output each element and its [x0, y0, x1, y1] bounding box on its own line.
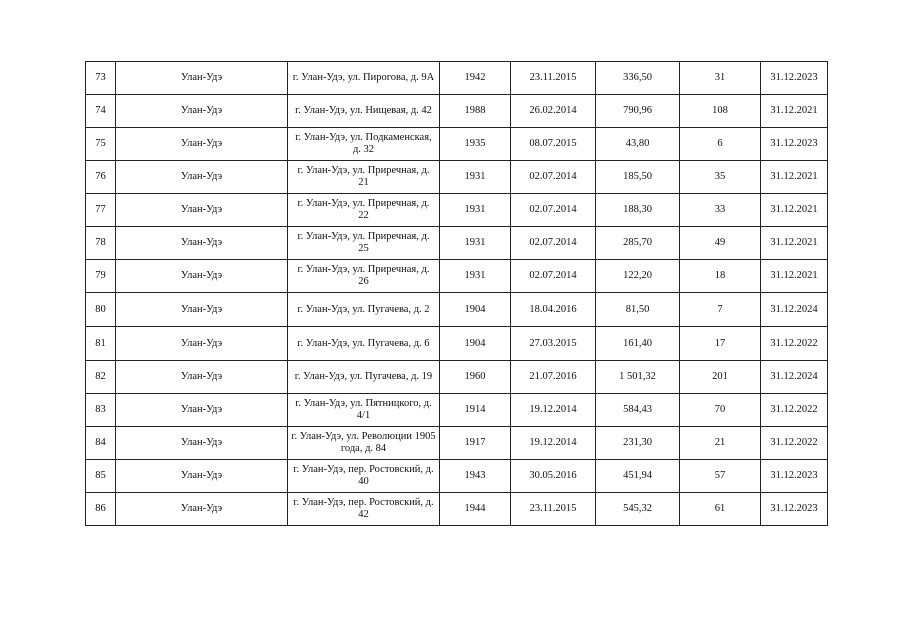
residents-count-cell: 33 — [680, 194, 761, 227]
address-cell: г. Улан-Удэ, ул. Пирогова, д. 9А — [288, 62, 440, 95]
address-cell: г. Улан-Удэ, ул. Пятницкого, д. 4/1 — [288, 394, 440, 427]
relocation-deadline-cell: 31.12.2023 — [761, 128, 828, 161]
year-built-cell: 1944 — [440, 493, 511, 526]
year-built-cell: 1935 — [440, 128, 511, 161]
year-built-cell: 1942 — [440, 62, 511, 95]
area-cell: 188,30 — [596, 194, 680, 227]
city-cell: Улан-Удэ — [116, 327, 288, 361]
residents-count-cell: 21 — [680, 427, 761, 460]
address-cell: г. Улан-Удэ, ул. Приречная, д. 22 — [288, 194, 440, 227]
relocation-deadline-cell: 31.12.2022 — [761, 394, 828, 427]
city-cell: Улан-Удэ — [116, 62, 288, 95]
city-cell: Улан-Удэ — [116, 227, 288, 260]
relocation-deadline-cell: 31.12.2021 — [761, 194, 828, 227]
row-number: 85 — [86, 460, 116, 493]
relocation-deadline-cell: 31.12.2021 — [761, 95, 828, 128]
table-row — [86, 260, 828, 293]
year-built-cell: 1931 — [440, 161, 511, 194]
row-number: 83 — [86, 394, 116, 427]
row-number: 77 — [86, 194, 116, 227]
table-row — [86, 194, 828, 227]
recognition-date-cell: 26.02.2014 — [511, 95, 596, 128]
row-number: 84 — [86, 427, 116, 460]
address-cell: г. Улан-Удэ, пер. Ростовский, д. 40 — [288, 460, 440, 493]
row-number: 81 — [86, 327, 116, 361]
residents-count-cell: 6 — [680, 128, 761, 161]
recognition-date-cell: 21.07.2016 — [511, 361, 596, 394]
city-cell: Улан-Удэ — [116, 460, 288, 493]
recognition-date-cell: 27.03.2015 — [511, 327, 596, 361]
relocation-deadline-cell: 31.12.2022 — [761, 327, 828, 361]
housing-register-table — [85, 61, 828, 526]
table-row — [86, 427, 828, 460]
city-cell: Улан-Удэ — [116, 293, 288, 327]
area-cell: 81,50 — [596, 293, 680, 327]
year-built-cell: 1917 — [440, 427, 511, 460]
area-cell: 1 501,32 — [596, 361, 680, 394]
table-row — [86, 361, 828, 394]
year-built-cell: 1914 — [440, 394, 511, 427]
relocation-deadline-cell: 31.12.2023 — [761, 493, 828, 526]
row-number: 82 — [86, 361, 116, 394]
row-number: 78 — [86, 227, 116, 260]
row-number: 73 — [86, 62, 116, 95]
row-number: 75 — [86, 128, 116, 161]
recognition-date-cell: 23.11.2015 — [511, 493, 596, 526]
city-cell: Улан-Удэ — [116, 394, 288, 427]
recognition-date-cell: 30.05.2016 — [511, 460, 596, 493]
address-cell: г. Улан-Удэ, ул. Нищевая, д. 42 — [288, 95, 440, 128]
table-row — [86, 95, 828, 128]
residents-count-cell: 7 — [680, 293, 761, 327]
relocation-deadline-cell: 31.12.2021 — [761, 161, 828, 194]
row-number: 86 — [86, 493, 116, 526]
area-cell: 185,50 — [596, 161, 680, 194]
table-row — [86, 161, 828, 194]
year-built-cell: 1931 — [440, 194, 511, 227]
address-cell: г. Улан-Удэ, ул. Приречная, д. 25 — [288, 227, 440, 260]
recognition-date-cell: 02.07.2014 — [511, 161, 596, 194]
address-cell: г. Улан-Удэ, пер. Ростовский, д. 42 — [288, 493, 440, 526]
relocation-deadline-cell: 31.12.2024 — [761, 293, 828, 327]
area-cell: 285,70 — [596, 227, 680, 260]
residents-count-cell: 49 — [680, 227, 761, 260]
relocation-deadline-cell: 31.12.2021 — [761, 260, 828, 293]
residents-count-cell: 201 — [680, 361, 761, 394]
recognition-date-cell: 02.07.2014 — [511, 227, 596, 260]
area-cell: 161,40 — [596, 327, 680, 361]
table-row — [86, 293, 828, 327]
city-cell: Улан-Удэ — [116, 194, 288, 227]
residents-count-cell: 35 — [680, 161, 761, 194]
area-cell: 231,30 — [596, 427, 680, 460]
relocation-deadline-cell: 31.12.2023 — [761, 62, 828, 95]
year-built-cell: 1931 — [440, 260, 511, 293]
area-cell: 43,80 — [596, 128, 680, 161]
residents-count-cell: 18 — [680, 260, 761, 293]
residents-count-cell: 61 — [680, 493, 761, 526]
row-number: 79 — [86, 260, 116, 293]
relocation-deadline-cell: 31.12.2023 — [761, 460, 828, 493]
residents-count-cell: 31 — [680, 62, 761, 95]
area-cell: 790,96 — [596, 95, 680, 128]
city-cell: Улан-Удэ — [116, 361, 288, 394]
relocation-deadline-cell: 31.12.2024 — [761, 361, 828, 394]
residents-count-cell: 108 — [680, 95, 761, 128]
address-cell: г. Улан-Удэ, ул. Революции 1905 года, д. 84 — [288, 427, 440, 460]
city-cell: Улан-Удэ — [116, 493, 288, 526]
relocation-deadline-cell: 31.12.2022 — [761, 427, 828, 460]
address-cell: г. Улан-Удэ, ул. Пугачева, д. 6 — [288, 327, 440, 361]
recognition-date-cell: 02.07.2014 — [511, 260, 596, 293]
residents-count-cell: 17 — [680, 327, 761, 361]
area-cell: 584,43 — [596, 394, 680, 427]
relocation-deadline-cell: 31.12.2021 — [761, 227, 828, 260]
year-built-cell: 1988 — [440, 95, 511, 128]
residents-count-cell: 70 — [680, 394, 761, 427]
table-row — [86, 394, 828, 427]
city-cell: Улан-Удэ — [116, 161, 288, 194]
table-row — [86, 493, 828, 526]
address-cell: г. Улан-Удэ, ул. Приречная, д. 26 — [288, 260, 440, 293]
year-built-cell: 1960 — [440, 361, 511, 394]
city-cell: Улан-Удэ — [116, 128, 288, 161]
table-row — [86, 327, 828, 361]
table-row — [86, 62, 828, 95]
recognition-date-cell: 18.04.2016 — [511, 293, 596, 327]
table-row — [86, 227, 828, 260]
recognition-date-cell: 19.12.2014 — [511, 394, 596, 427]
year-built-cell: 1931 — [440, 227, 511, 260]
address-cell: г. Улан-Удэ, ул. Пугачева, д. 2 — [288, 293, 440, 327]
city-cell: Улан-Удэ — [116, 260, 288, 293]
city-cell: Улан-Удэ — [116, 95, 288, 128]
residents-count-cell: 57 — [680, 460, 761, 493]
recognition-date-cell: 08.07.2015 — [511, 128, 596, 161]
city-cell: Улан-Удэ — [116, 427, 288, 460]
address-cell: г. Улан-Удэ, ул. Подкаменская, д. 32 — [288, 128, 440, 161]
area-cell: 122,20 — [596, 260, 680, 293]
recognition-date-cell: 23.11.2015 — [511, 62, 596, 95]
recognition-date-cell: 02.07.2014 — [511, 194, 596, 227]
year-built-cell: 1904 — [440, 327, 511, 361]
year-built-cell: 1904 — [440, 293, 511, 327]
table-row — [86, 128, 828, 161]
address-cell: г. Улан-Удэ, ул. Приречная, д. 21 — [288, 161, 440, 194]
area-cell: 336,50 — [596, 62, 680, 95]
row-number: 74 — [86, 95, 116, 128]
table-row — [86, 460, 828, 493]
table-body — [86, 62, 828, 526]
area-cell: 545,32 — [596, 493, 680, 526]
row-number: 76 — [86, 161, 116, 194]
row-number: 80 — [86, 293, 116, 327]
address-cell: г. Улан-Удэ, ул. Пугачева, д. 19 — [288, 361, 440, 394]
recognition-date-cell: 19.12.2014 — [511, 427, 596, 460]
area-cell: 451,94 — [596, 460, 680, 493]
year-built-cell: 1943 — [440, 460, 511, 493]
